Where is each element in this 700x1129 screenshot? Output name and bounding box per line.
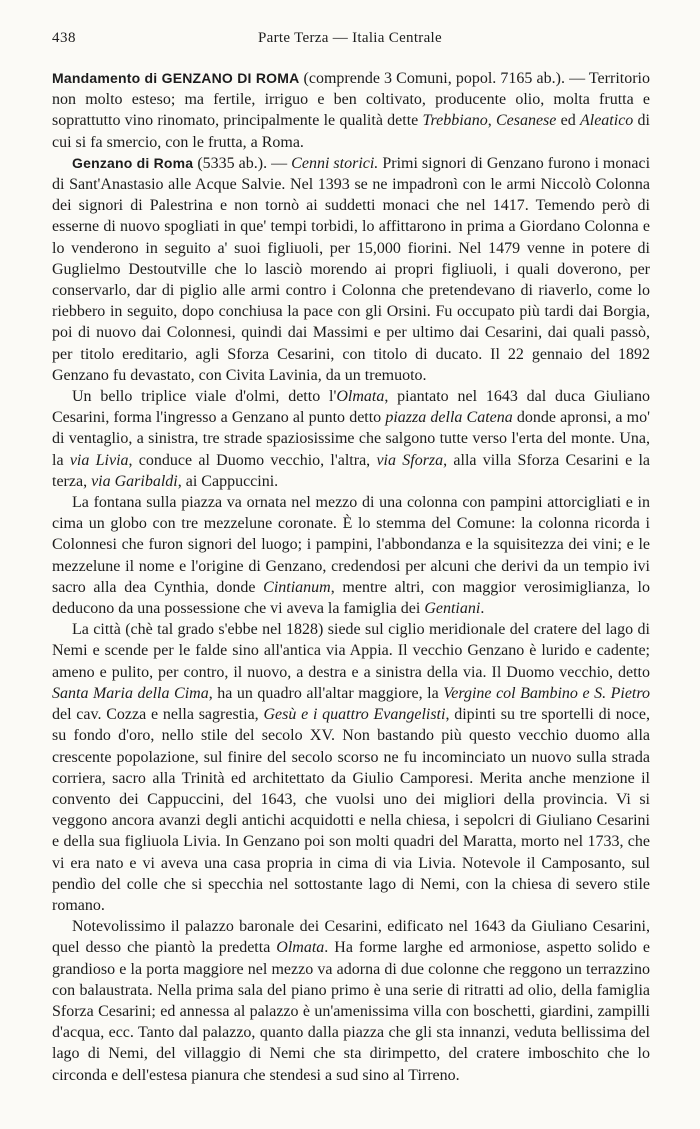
text-run: Notevolissimo il palazzo baronale dei Cesarini, edificato nel 1643 da Giuliano Cesarini, quel desso che piantò la predetta <box>52 918 650 957</box>
text-run: Un bello triplice viale d'olmi, detto l' <box>72 388 337 406</box>
paragraph-olmata <box>52 386 650 492</box>
text-run: Primi signori di Genzano furono i monaci di Sant'Anastasio alle Acque Salvie. Nel 1393 se ne impadronì con le armi Niccolò Colonna dei signori di Palestrina e non tornò ai suddetti monaci che nel 1417. Temendo però di esserne di nuovo spogliati in que' tempi torbidi, lo affittarono in prima a Giordano Colonna e lo venderono in seguito a' suoi figliuoli, per 15,000 fiorini. Nel 1479 venne in potere di Guglielmo Destoutville che lo lasciò morendo ai propri figliuoli, i quali doverono, per conservarlo, dar di piglio alle armi contro i Colonna che pretendevano di riaverlo, come lo riebbero in seguito, dopo conchiusa la pace con gli Orsini. Fu occupato più tardi dai Borgia, poi di nuovo dai Colonnesi, quindi dai Massimi e per ultimo dai Cesarini, dai quali passò, per titolo ereditario, agli Sforza Cesarini, con titolo di ducato. Il 22 gennaio del 1892 Genzano fu devastato, con Civita Lavinia, da un tremuoto. <box>52 154 651 384</box>
italic-run: via Garibaldi <box>91 472 178 490</box>
italic-run: piazza della Catena <box>385 409 513 427</box>
paragraph-fontana <box>52 492 650 619</box>
text-run: . Ha forme larghe ed armoniose, aspetto solido e grandioso e la porta maggiore nel mezzo va adorna di due colonne che reggono un terrazzino con balaustrata. Nella prima sala del piano primo è una serie di ritratti ad olio, della famiglia Sforza Cesarini; ed annessa al palazzo è un'amenissima villa con boschetti, giardini, zampilli d'acqua, ecc. Tanto dal palazzo, quanto dalla piazza che gli sta innanzi, veduta bellissima del lago di Nemi, del villaggio di Nemi che sta dirimpetto, del cratere imboschito che lo circonda e dell'estesa pianura che stendesi a sud sino al Tirreno. <box>52 939 650 1084</box>
italic-run: Trebbiano <box>422 112 488 130</box>
italic-run: Aleatico <box>579 112 634 130</box>
italic-run: Gentiani <box>424 600 481 618</box>
page-number: 438 <box>52 30 76 46</box>
text-run: ed <box>556 112 580 130</box>
text-run: del cav. Cozza e nella sagrestia, <box>52 706 264 724</box>
italic-run: via Livia <box>69 451 129 469</box>
mandamento-heading: Mandamento di GENZANO DI ROMA <box>52 70 300 86</box>
text-run: (comprende 3 Comuni, popol. 7165 ab.). — Territorio non molto esteso; ma fertile, irriguo e ben coltivato, producente olio, molta frutta e soprattutto vino rinomato, principalmente le qualità dette <box>52 70 650 130</box>
italic-run: Gesù e i quattro Evangelisti <box>263 706 446 724</box>
text-run: , conduce al Duomo vecchio, l'altra, <box>128 451 377 469</box>
text-run: , dipinti su tre sportelli di noce, su fondo d'oro, nello stile del secolo XV. Non bastando più questo vecchio duomo alla crescente popolazione, sul finire del secolo scorso ne fu incominciato un nuovo sulla strada corriera, sacro alla Trinità ed architettato da Giulio Camporesi. Merita anche menzione il convento dei Cappuccini, del 1643, che vuolsi uno dei migliori della provincia. Vi si veggono ancora avanzi degli antichi acquidotti e nella chiesa, i sepolcri di Giuliano Cesarini e della sua figliuola Livia. In Genzano poi son molti quadri del Maratta, morto nel 1733, che vi era nato e vi aveva una casa propria in cima di via Livia. Notevole il Camposanto, sul pendìo del colle che si specchia nel sottostante lago di Nemi, con la chiesa di severo stile romano. <box>52 706 651 914</box>
text-run: , ai Cappuccini. <box>177 472 279 490</box>
italic-run: via Sforza <box>376 451 444 469</box>
running-head: Parte Terza — Italia Centrale <box>258 30 442 46</box>
text-run: , <box>487 112 496 130</box>
italic-run: Cesanese <box>495 112 557 130</box>
italic-run: Olmata <box>336 388 385 406</box>
text-run: . <box>480 600 485 618</box>
italic-run: Vergine col Bambino e S. Pietro <box>443 684 651 702</box>
paragraph-genzano-history <box>52 153 650 386</box>
text-run: donde apronsi, a mo' di ventaglio, a sinistra, tre strade spaziosissime che salgono tutte verso l'erta del monte. Una, la <box>52 409 651 469</box>
italic-run: Cenni storici. <box>291 154 379 172</box>
paragraph-mandamento <box>52 68 650 153</box>
paragraph-palazzo <box>52 916 650 1086</box>
text-run: , ha un quadro all'altar maggiore, la <box>208 684 444 702</box>
italic-run: Olmata <box>276 939 325 957</box>
page-header <box>52 26 648 50</box>
text-run: , mentre altri, con maggior verosimiglianza, lo deducono da una possessione che vi aveva la famiglia dei <box>52 578 650 618</box>
town-heading: Genzano di Roma <box>72 154 194 171</box>
text-run: di cui si fa smercio, con le frutta, a Roma. <box>52 112 650 151</box>
italic-run: Santa Maria della Cima <box>52 684 209 702</box>
text-run: La fontana sulla piazza va ornata nel mezzo di una colonna con pampini attorcigliati e in cima un globo con tre mezzelune coronate. È lo stemma del Comune: la colonna ricorda i Colonnesi che furon signori del luogo; i pampini, l'abbondanza e la squisitezza dei vini; e le mezzelune il nome e l'origine di Genzano, credendosi per alcuni che derivi da un tempio ivi sacro alla dea Cynthia, donde <box>52 494 650 596</box>
text-run: , piantato nel 1643 dal duca Giuliano Cesarini, forma l'ingresso a Genzano al punto detto <box>52 388 650 427</box>
italic-run: Cintianum <box>263 578 331 596</box>
paragraph-citta <box>52 619 650 916</box>
text-run: La città (chè tal grado s'ebbe nel 1828) siede sul ciglio meridionale del cratere del lago di Nemi e scende per le falde sino all'antica via Appia. Il vecchio Genzano è lurido e cadente; ameno e pulito, per contro, il nuovo, a destra e a sinistra della via. Il Duomo vecchio, detto <box>52 621 650 681</box>
text-run: , alla villa Sforza Cesarini e la terza, <box>52 451 651 490</box>
text-run: (5335 ab.). — <box>193 154 292 172</box>
body-text <box>52 68 650 1086</box>
